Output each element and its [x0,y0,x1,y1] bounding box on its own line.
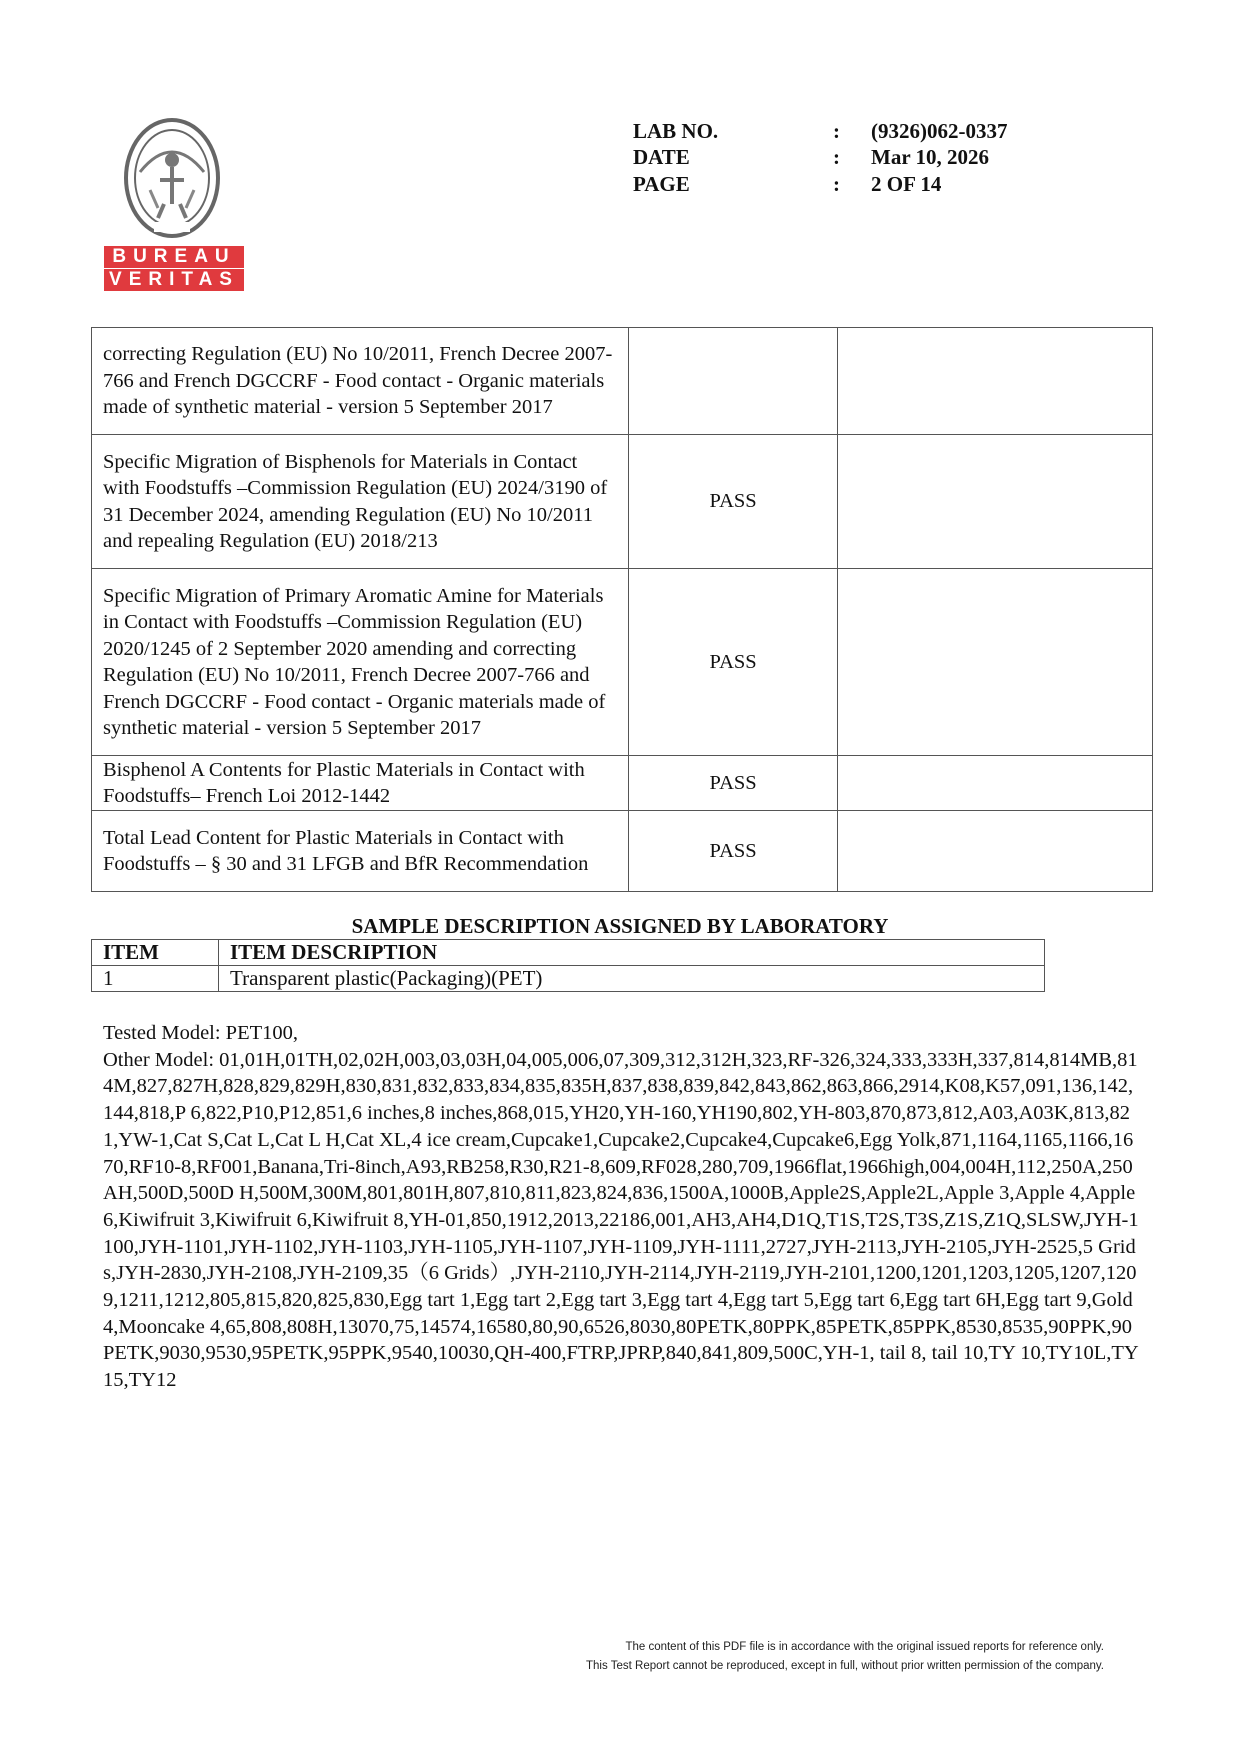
page-value: 2 OF 14 [871,171,942,196]
footer-line-2: This Test Report cannot be reproduced, except in full, without prior written permission of the company. [586,1660,1104,1672]
date-label: DATE [633,145,690,170]
empty-cell [838,811,1153,892]
brand-name-line2: VERITAS [104,269,244,291]
empty-cell [838,435,1153,569]
item-number: 1 [92,966,219,992]
empty-cell [838,569,1153,756]
lab-no-row [633,118,1007,145]
table-row [92,811,1153,892]
test-result: PASS [629,756,838,811]
test-result [629,328,838,435]
brand-name-line1: BUREAU [104,246,244,268]
item-description: Transparent plastic(Packaging)(PET) [219,966,1045,992]
page-label: PAGE [633,171,690,196]
test-result: PASS [629,811,838,892]
test-description: Specific Migration of Primary Aromatic Amine for Materials in Contact with Foodstuffs –Commission Regulation (EU) 2020/1245 of 2 September 2020 amending and correcting Regulation (EU) No 10/2011, French Decree 2007-766 and French DGCCRF - Food contact - Organic materials made of synthetic material - version 5 September 2017 [92,569,629,756]
bureau-veritas-seal-icon [100,112,250,242]
test-description: correcting Regulation (EU) No 10/2011, French Decree 2007-766 and French DGCCRF - Food contact - Organic materials made of synthetic material - version 5 September 2017 [92,328,629,435]
table-row [92,435,1153,569]
separator: : [833,118,840,143]
table-row [92,569,1153,756]
sample-description-table [91,939,1045,992]
table-row [92,328,1153,435]
test-description: Total Lead Content for Plastic Materials in Contact with Foodstuffs – § 30 and 31 LFGB and BfR Recommendation [92,811,629,892]
date-row [633,145,1007,172]
tested-model: Tested Model: PET100, [103,1022,299,1044]
empty-cell [838,756,1153,811]
footer-line-1: The content of this PDF file is in accordance with the original issued reports for reference only. [625,1641,1104,1653]
test-description: Bisphenol A Contents for Plastic Materials in Contact with Foodstuffs– French Loi 2012-1442 [92,756,629,811]
separator: : [833,171,840,196]
test-result: PASS [629,435,838,569]
footer-disclaimer [586,1638,1104,1676]
model-list [103,1020,1143,1394]
table-row [92,756,1153,811]
test-result: PASS [629,569,838,756]
date-value: Mar 10, 2026 [871,145,990,170]
column-header-description: ITEM DESCRIPTION [219,940,1045,966]
test-results-table [91,327,1153,892]
other-models: Other Model: 01,01H,01TH,02,02H,003,03,03H,04,005,006,07,309,312,312H,323,RF-326,324,333,333H,337,814,814MB,814M,827,827H,828,829,829H,830,831,832,833,834,835,835H,837,838,839,842,843,862,863,866,2914,K08,K57,091,136,142,144,818,P 6,822,P10,P12,851,6 inches,8 inches,868,015,YH20,YH-160,YH190,802,YH-803,870,873,812,A03,A03K,813,821,YW-1,Cat S,Cat L,Cat L H,Cat XL,4 ice cream,Cupcake1,Cupcake2,Cupcake4,Cupcake6,Egg Yolk,871,1164,1165,1166,1670,RF10-8,RF001,Banana,Tri-8inch,A93,RB258,R30,R21-8,609,RF028,280,709,1966flat,1966high,004,004H,112,250A,250AH,500D,500D H,500M,300M,801,801H,807,810,811,823,824,836,1500A,1000B,Apple2S,Apple2L,Apple 3,Apple 4,Apple 6,Kiwifruit 3,Kiwifruit 6,Kiwifruit 8,YH-01,850,1912,2013,22186,001,AH3,AH4,D1Q,T1S,T2S,T3S,Z1S,Z1Q,SLSW,JYH-1100,JYH-1101,JYH-1102,JYH-1103,JYH-1105,JYH-1107,JYH-1109,JYH-1111,2727,JYH-2113,JYH-2105,JYH-2525,5 Grids,JYH-2830,JYH-2108,JYH-2109,35（6 Grids）,JYH-2110,JYH-2114,JYH-2119,JYH-2101,1200,1201,1203,1205,1207,1209,1211,1212,805,815,820,825,830,Egg tart 1,Egg tart 2,Egg tart 3,Egg tart 4,Egg tart 5,Egg tart 6,Egg tart 6H,Egg tart 9,Gold 4,Mooncake 4,65,808,808H,13070,75,14574,16580,80,90,6526,8030,80PETK,80PPK,85PETK,85PPK,8530,8535,90PPK,90PETK,9030,9530,95PETK,95PPK,9540,10030,QH-400,FTRP,JPRP,840,841,809,500C,YH-1, tail 8, tail 10,TY 10,TY10L,TY15,TY12 [103,1048,1139,1392]
lab-no-value: (9326)062-0337 [871,118,1008,143]
test-description: Specific Migration of Bisphenols for Materials in Contact with Foodstuffs –Commission Regulation (EU) 2024/3190 of 31 December 2024, amending Regulation (EU) No 10/2011 and repealing Regulation (EU) 2018/213 [92,435,629,569]
separator: : [833,145,840,170]
page-row [633,171,1007,198]
empty-cell [838,328,1153,435]
sample-section-title: SAMPLE DESCRIPTION ASSIGNED BY LABORATORY [351,914,889,938]
report-header-info [633,118,1007,198]
lab-no-label: LAB NO. [633,118,719,143]
table-header-row [92,940,1045,966]
table-row [92,966,1045,992]
column-header-item: ITEM [92,940,219,966]
